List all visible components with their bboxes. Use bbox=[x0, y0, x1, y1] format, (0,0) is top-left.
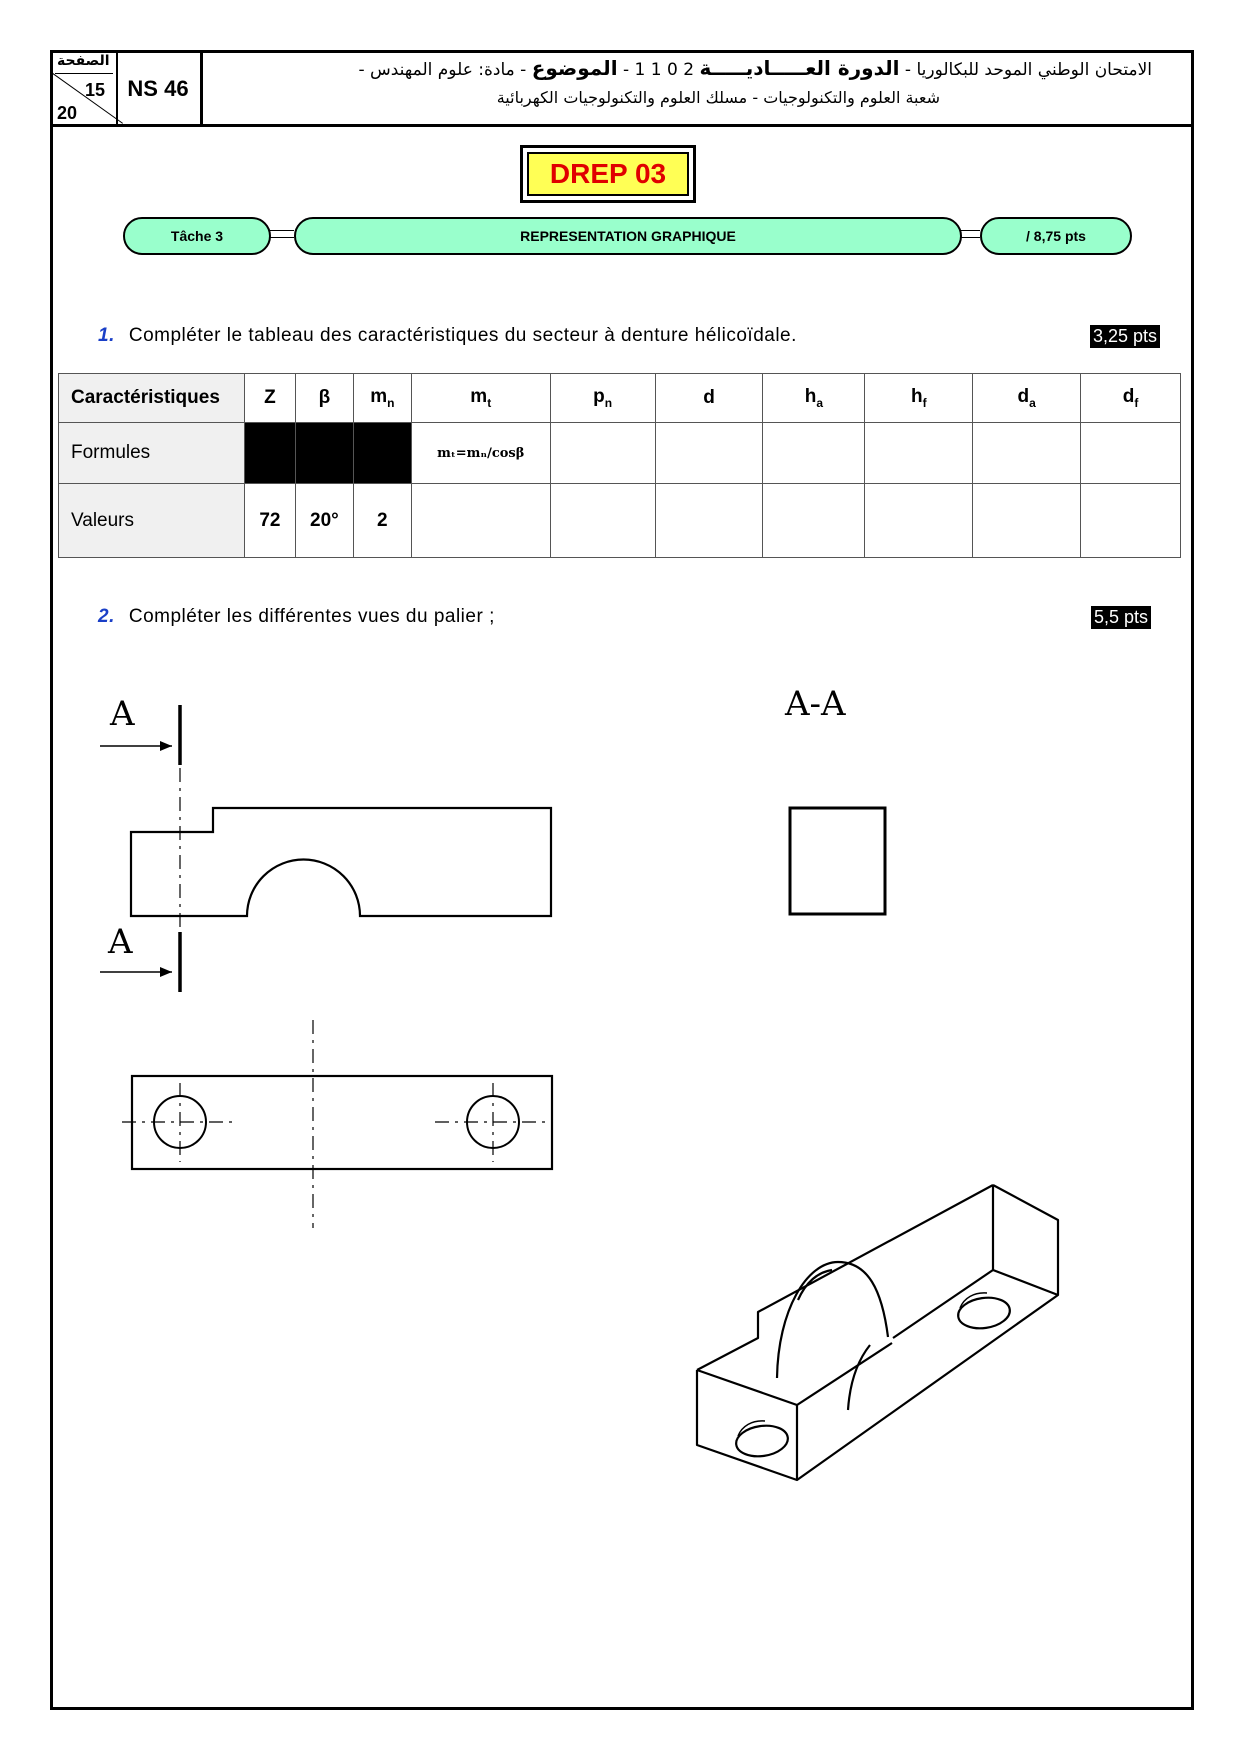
section-mark-top: A bbox=[110, 694, 135, 734]
exam-code: NS 46 bbox=[116, 53, 203, 124]
task-title-pill: REPRESENTATION GRAPHIQUE bbox=[294, 217, 962, 255]
drep-title: DREP 03 bbox=[527, 152, 689, 196]
task-pill: Tâche 3 bbox=[123, 217, 271, 255]
formula-mt: mₜ=mₙ/cosβ bbox=[411, 423, 550, 484]
col-header: $h_a$ bbox=[763, 374, 865, 423]
page-total: 20 bbox=[57, 103, 78, 123]
col-header: $m_n$ bbox=[353, 374, 411, 423]
question-2-points: 5,5 pts bbox=[1091, 606, 1151, 629]
col-header: $h_f$ bbox=[865, 374, 973, 423]
col-header: $d_f$ bbox=[1081, 374, 1181, 423]
section-title: A-A bbox=[785, 684, 846, 724]
question-1: 1. Compléter le tableau des caractéristiques du secteur à denture hélicoïdale. bbox=[98, 325, 797, 346]
section-mark-bottom: A bbox=[108, 922, 133, 962]
page-label: الصفحة bbox=[57, 53, 110, 69]
value-beta: 20° bbox=[295, 484, 353, 558]
row-label-valeurs: Valeurs bbox=[59, 484, 245, 558]
col-header: d bbox=[655, 374, 763, 423]
col-header: Z bbox=[244, 374, 295, 423]
row-label-formules: Formules bbox=[59, 423, 245, 484]
page-number: 15 bbox=[85, 80, 106, 100]
value-z: 72 bbox=[244, 484, 295, 558]
question-1-points: 3,25 pts bbox=[1090, 325, 1160, 348]
col-header: $d_a$ bbox=[973, 374, 1081, 423]
question-2: 2. Compléter les différentes vues du palier ; bbox=[98, 606, 495, 627]
value-mn: 2 bbox=[353, 484, 411, 558]
col-header: $m_t$ bbox=[411, 374, 550, 423]
header-line-2: شعبة العلوم والتكنولوجيات - مسلك العلوم والتكنولوجيات الكهربائية bbox=[496, 88, 940, 107]
col-header: β bbox=[295, 374, 353, 423]
header-caracteristiques: Caractéristiques bbox=[59, 374, 245, 423]
col-header: $p_n$ bbox=[550, 374, 655, 423]
header-line-1: الامتحان الوطني الموحد للبكالوريا - الدورة العـــــاديـــــة 2 0 1 1 - الموضوع - مادة: علوم المهندس - bbox=[358, 56, 1152, 80]
task-points-pill: / 8,75 pts bbox=[980, 217, 1132, 255]
